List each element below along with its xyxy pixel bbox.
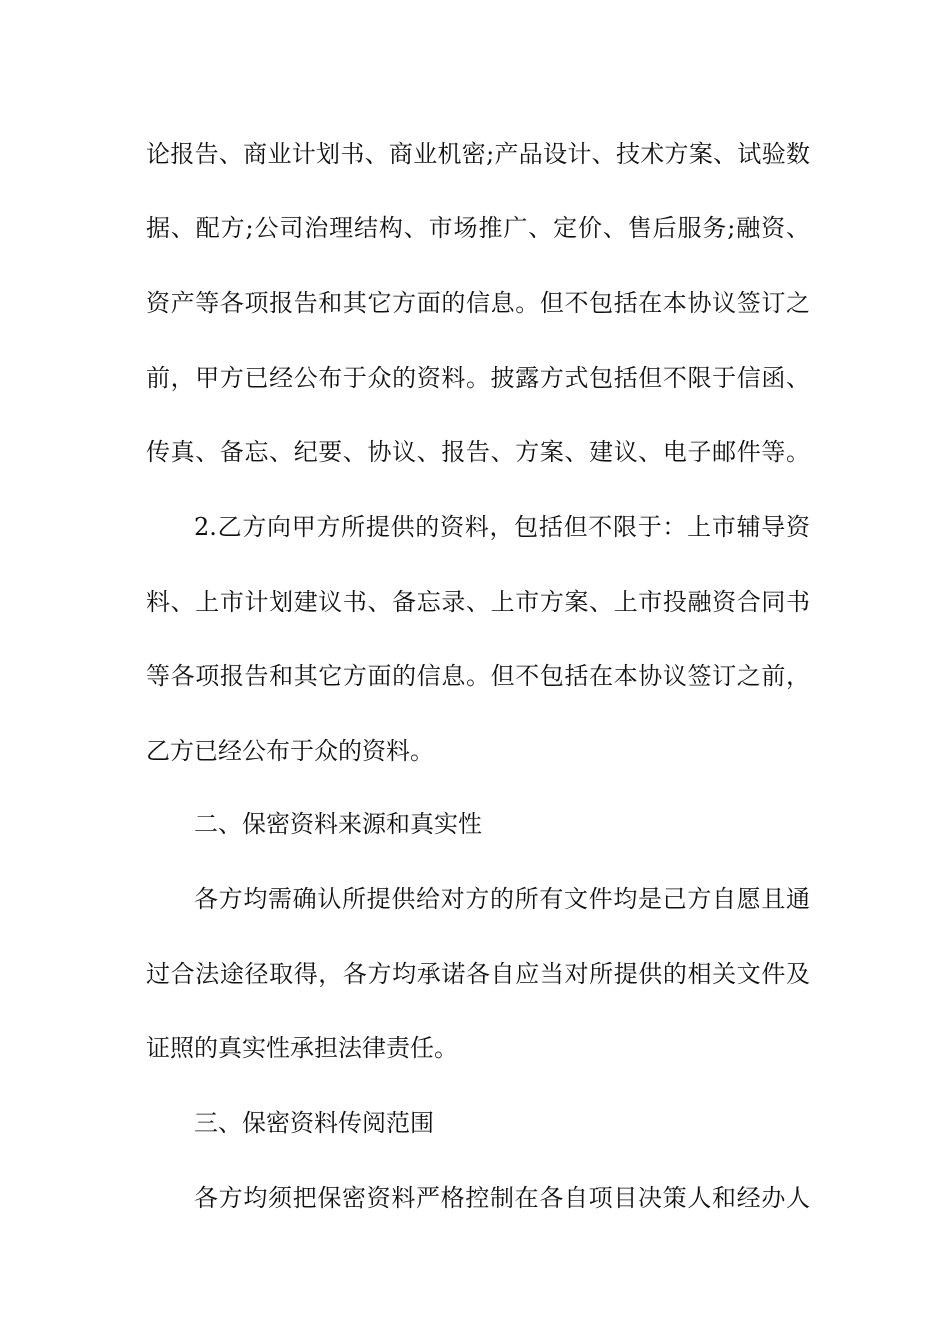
paragraph-1-line-2: 据、配方;公司治理结构、市场推广、定价、售后服务;融资、: [146, 214, 810, 242]
paragraph-2-line-2: 料、上市计划建议书、备忘录、上市方案、上市投融资合同书: [146, 588, 810, 616]
paragraph-3-line-3: 证照的真实性承担法律责任。: [146, 1034, 458, 1062]
paragraph-1-line-4: 前，甲方已经公布于众的资料。披露方式包括但不限于信函、: [146, 364, 810, 392]
paragraph-2-line-3: 等各项报告和其它方面的信息。但不包括在本协议签订之前，: [146, 662, 810, 690]
paragraph-2-line-1: 2.乙方向甲方所提供的资料，包括但不限于：上市辅导资: [194, 513, 810, 541]
section-heading-2: 二、保密资料来源和真实性: [194, 810, 482, 838]
section-heading-3: 三、保密资料传阅范围: [194, 1109, 434, 1137]
paragraph-2-line-4: 乙方已经公布于众的资料。: [146, 737, 434, 765]
paragraph-3-line-2: 过合法途径取得，各方均承诺各自应当对所提供的相关文件及: [146, 960, 810, 988]
paragraph-1-line-1: 论报告、商业计划书、商业机密;产品设计、技术方案、试验数: [146, 140, 810, 168]
paragraph-1-line-3: 资产等各项报告和其它方面的信息。但不包括在本协议签订之: [146, 289, 810, 317]
paragraph-1-line-5: 传真、备忘、纪要、协议、报告、方案、建议、电子邮件等。: [146, 438, 810, 466]
paragraph-3-line-1: 各方均需确认所提供给对方的所有文件均是己方自愿且通: [194, 885, 810, 913]
paragraph-4-line-1: 各方均须把保密资料严格控制在各自项目决策人和经办人: [194, 1184, 810, 1212]
